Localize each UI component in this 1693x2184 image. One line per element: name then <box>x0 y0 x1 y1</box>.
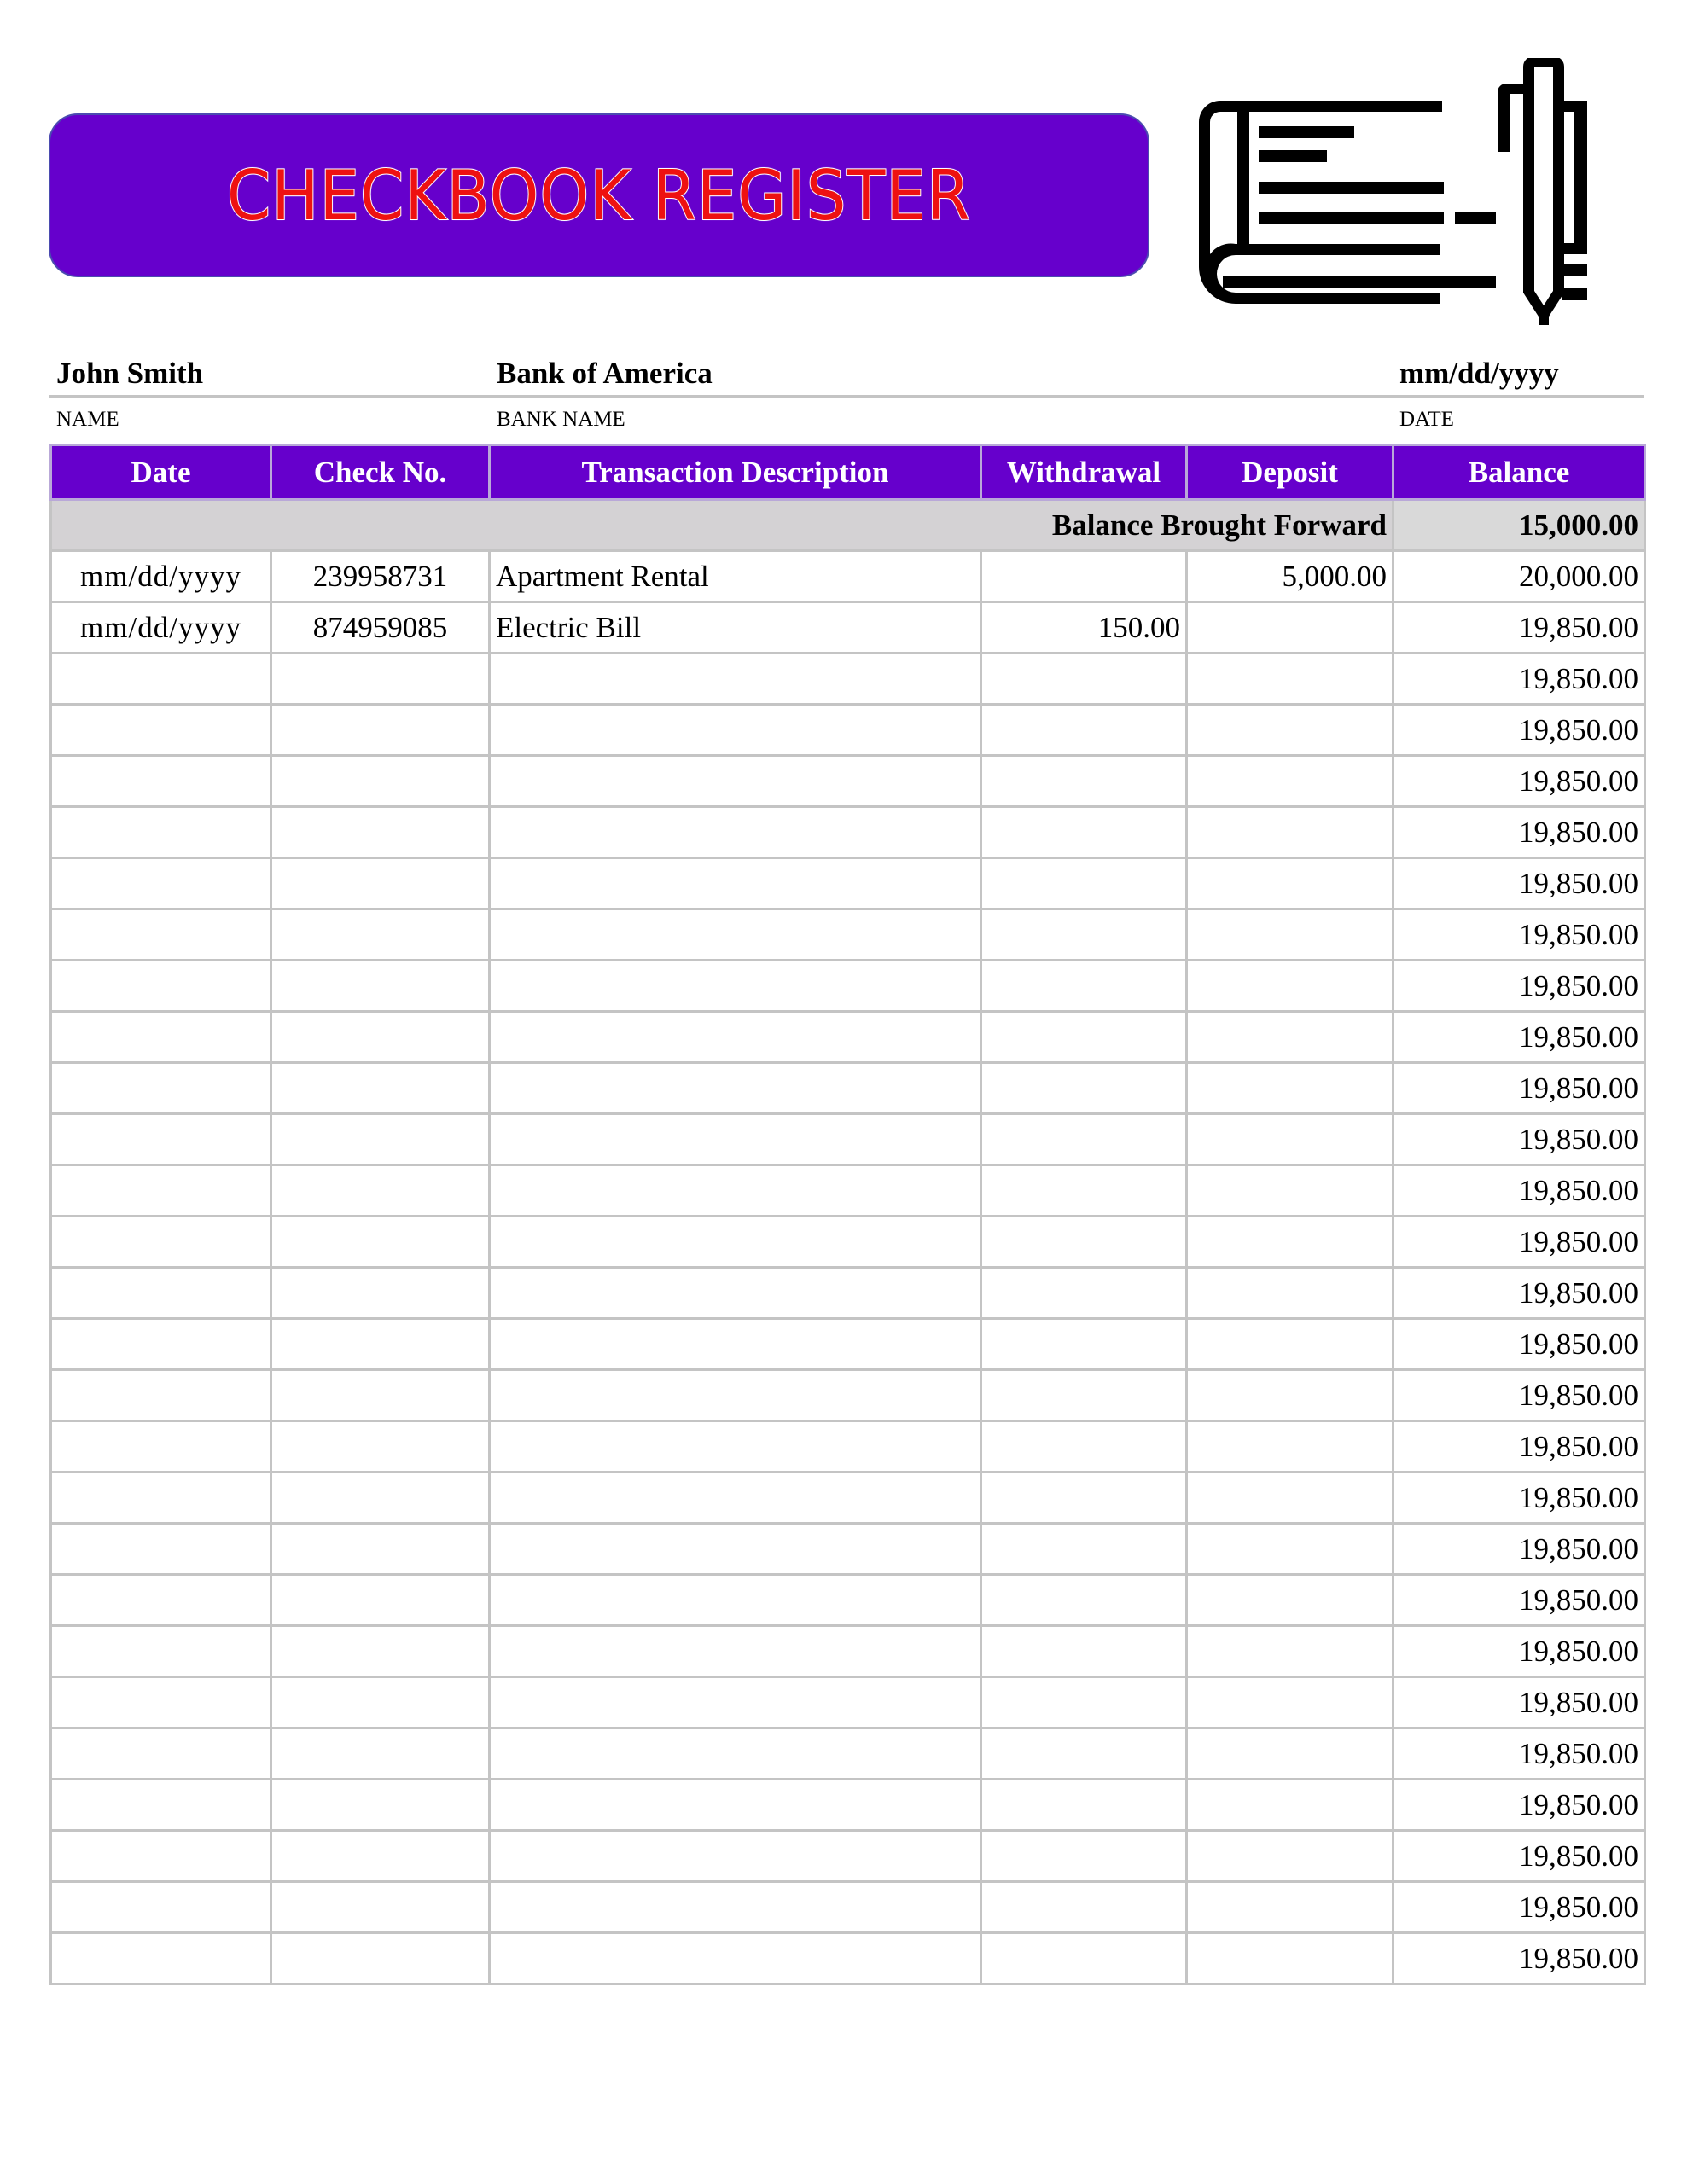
table-row <box>51 1319 1645 1370</box>
table-row <box>51 602 1645 653</box>
check-number-cell[interactable] <box>271 1370 490 1421</box>
table-row <box>51 1933 1645 1984</box>
page-title: CHECKBOOK REGISTER <box>227 155 971 235</box>
bank-name-label: BANK NAME <box>497 408 625 431</box>
date-cell[interactable] <box>51 1217 271 1268</box>
description-cell[interactable] <box>490 1012 981 1063</box>
description-cell[interactable] <box>490 1421 981 1472</box>
check-number-cell[interactable] <box>271 1421 490 1472</box>
deposit-cell[interactable] <box>1187 1421 1393 1472</box>
withdrawal-cell[interactable] <box>981 1370 1187 1421</box>
balance-cell[interactable]: 19,850.00 <box>1393 1575 1645 1626</box>
withdrawal-cell[interactable] <box>981 1831 1187 1882</box>
description-cell[interactable]: Apartment Rental <box>490 551 981 602</box>
bank-name-value: Bank of America <box>497 357 713 390</box>
deposit-cell[interactable] <box>1187 1575 1393 1626</box>
check-number-cell[interactable] <box>271 756 490 807</box>
check-number-cell[interactable] <box>271 1831 490 1882</box>
balance-cell[interactable]: 19,850.00 <box>1393 1063 1645 1114</box>
table-row <box>51 1728 1645 1780</box>
deposit-cell[interactable] <box>1187 1524 1393 1575</box>
table-row <box>51 1217 1645 1268</box>
withdrawal-cell[interactable] <box>981 909 1187 961</box>
balance-cell[interactable]: 19,850.00 <box>1393 1165 1645 1217</box>
withdrawal-cell[interactable] <box>981 807 1187 858</box>
withdrawal-cell[interactable] <box>981 1780 1187 1831</box>
date-cell[interactable] <box>51 1780 271 1831</box>
date-cell[interactable] <box>51 1370 271 1421</box>
withdrawal-cell[interactable] <box>981 858 1187 909</box>
header-balance: Balance <box>1393 445 1645 500</box>
balance-cell[interactable]: 19,850.00 <box>1393 1217 1645 1268</box>
withdrawal-cell[interactable] <box>981 705 1187 756</box>
description-cell[interactable] <box>490 1780 981 1831</box>
date-cell[interactable] <box>51 1575 271 1626</box>
description-cell[interactable] <box>490 1165 981 1217</box>
table-row <box>51 705 1645 756</box>
table-row <box>51 1063 1645 1114</box>
check-number-cell[interactable] <box>271 705 490 756</box>
withdrawal-cell[interactable] <box>981 551 1187 602</box>
balance-forward-row <box>51 500 1645 551</box>
deposit-cell[interactable] <box>1187 1472 1393 1524</box>
balance-cell[interactable]: 19,850.00 <box>1393 807 1645 858</box>
date-cell[interactable] <box>51 653 271 705</box>
description-cell[interactable] <box>490 1370 981 1421</box>
date-cell[interactable] <box>51 1728 271 1780</box>
description-cell[interactable] <box>490 705 981 756</box>
header-withdrawal: Withdrawal <box>981 445 1187 500</box>
check-number-cell[interactable] <box>271 1780 490 1831</box>
balance-cell[interactable]: 19,850.00 <box>1393 1114 1645 1165</box>
description-cell[interactable] <box>490 756 981 807</box>
check-number-cell[interactable] <box>271 1012 490 1063</box>
withdrawal-cell[interactable] <box>981 1114 1187 1165</box>
withdrawal-cell[interactable] <box>981 653 1187 705</box>
withdrawal-cell[interactable] <box>981 961 1187 1012</box>
date-cell[interactable] <box>51 756 271 807</box>
withdrawal-cell[interactable] <box>981 1575 1187 1626</box>
description-cell[interactable] <box>490 1728 981 1780</box>
date-cell[interactable] <box>51 1626 271 1677</box>
withdrawal-cell[interactable] <box>981 1063 1187 1114</box>
header-check-no: Check No. <box>271 445 490 500</box>
balance-cell[interactable]: 19,850.00 <box>1393 1831 1645 1882</box>
description-cell[interactable] <box>490 653 981 705</box>
date-label: DATE <box>1399 408 1454 431</box>
date-cell[interactable] <box>51 1524 271 1575</box>
date-cell[interactable] <box>51 1831 271 1882</box>
withdrawal-cell[interactable] <box>981 1217 1187 1268</box>
deposit-cell[interactable]: 5,000.00 <box>1187 551 1393 602</box>
check-number-cell[interactable] <box>271 1472 490 1524</box>
check-number-cell[interactable]: 874959085 <box>271 602 490 653</box>
table-row <box>51 1575 1645 1626</box>
date-cell[interactable] <box>51 1268 271 1319</box>
date-cell[interactable] <box>51 1472 271 1524</box>
description-cell[interactable] <box>490 1524 981 1575</box>
deposit-cell[interactable] <box>1187 756 1393 807</box>
date-cell[interactable] <box>51 1882 271 1933</box>
table-row <box>51 1626 1645 1677</box>
checkbook-with-pen-icon <box>1173 58 1600 331</box>
table-row <box>51 1524 1645 1575</box>
description-cell[interactable] <box>490 1933 981 1984</box>
withdrawal-cell[interactable] <box>981 756 1187 807</box>
withdrawal-cell[interactable] <box>981 1524 1187 1575</box>
description-cell[interactable] <box>490 961 981 1012</box>
table-row <box>51 1882 1645 1933</box>
description-cell[interactable] <box>490 858 981 909</box>
deposit-cell[interactable] <box>1187 1780 1393 1831</box>
withdrawal-cell[interactable]: 150.00 <box>981 602 1187 653</box>
table-row <box>51 858 1645 909</box>
check-number-cell[interactable] <box>271 1165 490 1217</box>
balance-forward-label: Balance Brought Forward <box>51 500 1393 551</box>
balance-cell[interactable]: 19,850.00 <box>1393 1780 1645 1831</box>
date-cell[interactable] <box>51 961 271 1012</box>
withdrawal-cell[interactable] <box>981 1626 1187 1677</box>
balance-cell[interactable]: 19,850.00 <box>1393 1370 1645 1421</box>
date-cell[interactable] <box>51 1165 271 1217</box>
table-row <box>51 1012 1645 1063</box>
table-row <box>51 909 1645 961</box>
balance-cell[interactable]: 19,850.00 <box>1393 602 1645 653</box>
description-cell[interactable] <box>490 1882 981 1933</box>
check-number-cell[interactable] <box>271 807 490 858</box>
table-row <box>51 807 1645 858</box>
balance-cell[interactable]: 19,850.00 <box>1393 1524 1645 1575</box>
table-row <box>51 1831 1645 1882</box>
balance-cell[interactable]: 19,850.00 <box>1393 1882 1645 1933</box>
table-row <box>51 1165 1645 1217</box>
table-row <box>51 756 1645 807</box>
date-cell[interactable] <box>51 909 271 961</box>
table-row <box>51 653 1645 705</box>
date-cell[interactable] <box>51 1114 271 1165</box>
description-cell[interactable] <box>490 1319 981 1370</box>
header-description: Transaction Description <box>490 445 981 500</box>
description-cell[interactable] <box>490 1063 981 1114</box>
check-number-cell[interactable] <box>271 909 490 961</box>
balance-cell[interactable]: 19,850.00 <box>1393 1472 1645 1524</box>
deposit-cell[interactable] <box>1187 909 1393 961</box>
withdrawal-cell[interactable] <box>981 1319 1187 1370</box>
deposit-cell[interactable] <box>1187 1217 1393 1268</box>
description-cell[interactable] <box>490 807 981 858</box>
withdrawal-cell[interactable] <box>981 1728 1187 1780</box>
description-cell[interactable] <box>490 1114 981 1165</box>
header-deposit: Deposit <box>1187 445 1393 500</box>
date-cell[interactable] <box>51 807 271 858</box>
check-number-cell[interactable] <box>271 961 490 1012</box>
description-cell[interactable] <box>490 1217 981 1268</box>
balance-cell[interactable]: 19,850.00 <box>1393 1933 1645 1984</box>
withdrawal-cell[interactable] <box>981 1472 1187 1524</box>
check-number-cell[interactable] <box>271 1728 490 1780</box>
description-cell[interactable]: Electric Bill <box>490 602 981 653</box>
check-number-cell[interactable] <box>271 1933 490 1984</box>
balance-cell[interactable]: 20,000.00 <box>1393 551 1645 602</box>
title-banner <box>49 113 1149 277</box>
balance-cell[interactable]: 19,850.00 <box>1393 1728 1645 1780</box>
name-label: NAME <box>56 408 119 431</box>
withdrawal-cell[interactable] <box>981 1165 1187 1217</box>
date-cell[interactable] <box>51 1933 271 1984</box>
balance-cell[interactable]: 19,850.00 <box>1393 653 1645 705</box>
table-header-row <box>51 445 1645 500</box>
name-value: John Smith <box>56 357 204 390</box>
date-cell[interactable] <box>51 1063 271 1114</box>
check-number-cell[interactable] <box>271 1524 490 1575</box>
date-cell[interactable] <box>51 1421 271 1472</box>
balance-cell[interactable]: 19,850.00 <box>1393 1626 1645 1677</box>
date-cell[interactable] <box>51 1012 271 1063</box>
deposit-cell[interactable] <box>1187 1370 1393 1421</box>
withdrawal-cell[interactable] <box>981 1882 1187 1933</box>
table-row <box>51 1780 1645 1831</box>
deposit-cell[interactable] <box>1187 961 1393 1012</box>
withdrawal-cell[interactable] <box>981 1012 1187 1063</box>
balance-cell[interactable]: 19,850.00 <box>1393 961 1645 1012</box>
balance-cell[interactable]: 19,850.00 <box>1393 1421 1645 1472</box>
deposit-cell[interactable] <box>1187 602 1393 653</box>
balance-cell[interactable]: 19,850.00 <box>1393 756 1645 807</box>
withdrawal-cell[interactable] <box>981 1677 1187 1728</box>
table-row <box>51 1268 1645 1319</box>
check-number-cell[interactable] <box>271 1217 490 1268</box>
deposit-cell[interactable] <box>1187 1063 1393 1114</box>
account-info <box>55 350 1644 435</box>
date-cell[interactable] <box>51 1677 271 1728</box>
description-cell[interactable] <box>490 1472 981 1524</box>
check-number-cell[interactable] <box>271 1268 490 1319</box>
deposit-cell[interactable] <box>1187 1933 1393 1984</box>
date-cell[interactable] <box>51 1319 271 1370</box>
check-number-cell[interactable]: 239958731 <box>271 551 490 602</box>
deposit-cell[interactable] <box>1187 1728 1393 1780</box>
deposit-cell[interactable] <box>1187 1626 1393 1677</box>
withdrawal-cell[interactable] <box>981 1421 1187 1472</box>
deposit-cell[interactable] <box>1187 1319 1393 1370</box>
register-table <box>49 444 1646 1985</box>
balance-cell[interactable]: 19,850.00 <box>1393 909 1645 961</box>
table-row <box>51 1421 1645 1472</box>
date-cell[interactable] <box>51 705 271 756</box>
deposit-cell[interactable] <box>1187 705 1393 756</box>
withdrawal-cell[interactable] <box>981 1933 1187 1984</box>
check-number-cell[interactable] <box>271 1114 490 1165</box>
withdrawal-cell[interactable] <box>981 1268 1187 1319</box>
deposit-cell[interactable] <box>1187 1677 1393 1728</box>
description-cell[interactable] <box>490 1677 981 1728</box>
table-row <box>51 551 1645 602</box>
date-cell[interactable] <box>51 858 271 909</box>
deposit-cell[interactable] <box>1187 1268 1393 1319</box>
check-number-cell[interactable] <box>271 1677 490 1728</box>
description-cell[interactable] <box>490 1268 981 1319</box>
deposit-cell[interactable] <box>1187 1831 1393 1882</box>
deposit-cell[interactable] <box>1187 858 1393 909</box>
table-row <box>51 961 1645 1012</box>
deposit-cell[interactable] <box>1187 1114 1393 1165</box>
deposit-cell[interactable] <box>1187 653 1393 705</box>
deposit-cell[interactable] <box>1187 807 1393 858</box>
description-cell[interactable] <box>490 1626 981 1677</box>
check-number-cell[interactable] <box>271 1575 490 1626</box>
balance-cell[interactable]: 19,850.00 <box>1393 1677 1645 1728</box>
table-row <box>51 1114 1645 1165</box>
date-cell[interactable]: mm/dd/yyyy <box>51 551 271 602</box>
balance-forward-value[interactable]: 15,000.00 <box>1393 500 1645 551</box>
balance-cell[interactable]: 19,850.00 <box>1393 1319 1645 1370</box>
balance-cell[interactable]: 19,850.00 <box>1393 1268 1645 1319</box>
table-row <box>51 1677 1645 1728</box>
table-row <box>51 1472 1645 1524</box>
description-cell[interactable] <box>490 909 981 961</box>
table-row <box>51 1370 1645 1421</box>
check-number-cell[interactable] <box>271 653 490 705</box>
check-number-cell[interactable] <box>271 858 490 909</box>
check-number-cell[interactable] <box>271 1063 490 1114</box>
check-number-cell[interactable] <box>271 1882 490 1933</box>
check-number-cell[interactable] <box>271 1319 490 1370</box>
balance-cell[interactable]: 19,850.00 <box>1393 858 1645 909</box>
description-cell[interactable] <box>490 1831 981 1882</box>
info-divider <box>49 395 1644 398</box>
header-date: Date <box>51 445 271 500</box>
check-number-cell[interactable] <box>271 1626 490 1677</box>
date-cell[interactable]: mm/dd/yyyy <box>51 602 271 653</box>
deposit-cell[interactable] <box>1187 1165 1393 1217</box>
deposit-cell[interactable] <box>1187 1012 1393 1063</box>
deposit-cell[interactable] <box>1187 1882 1393 1933</box>
balance-cell[interactable]: 19,850.00 <box>1393 705 1645 756</box>
description-cell[interactable] <box>490 1575 981 1626</box>
balance-cell[interactable]: 19,850.00 <box>1393 1012 1645 1063</box>
date-value: mm/dd/yyyy <box>1399 357 1559 390</box>
